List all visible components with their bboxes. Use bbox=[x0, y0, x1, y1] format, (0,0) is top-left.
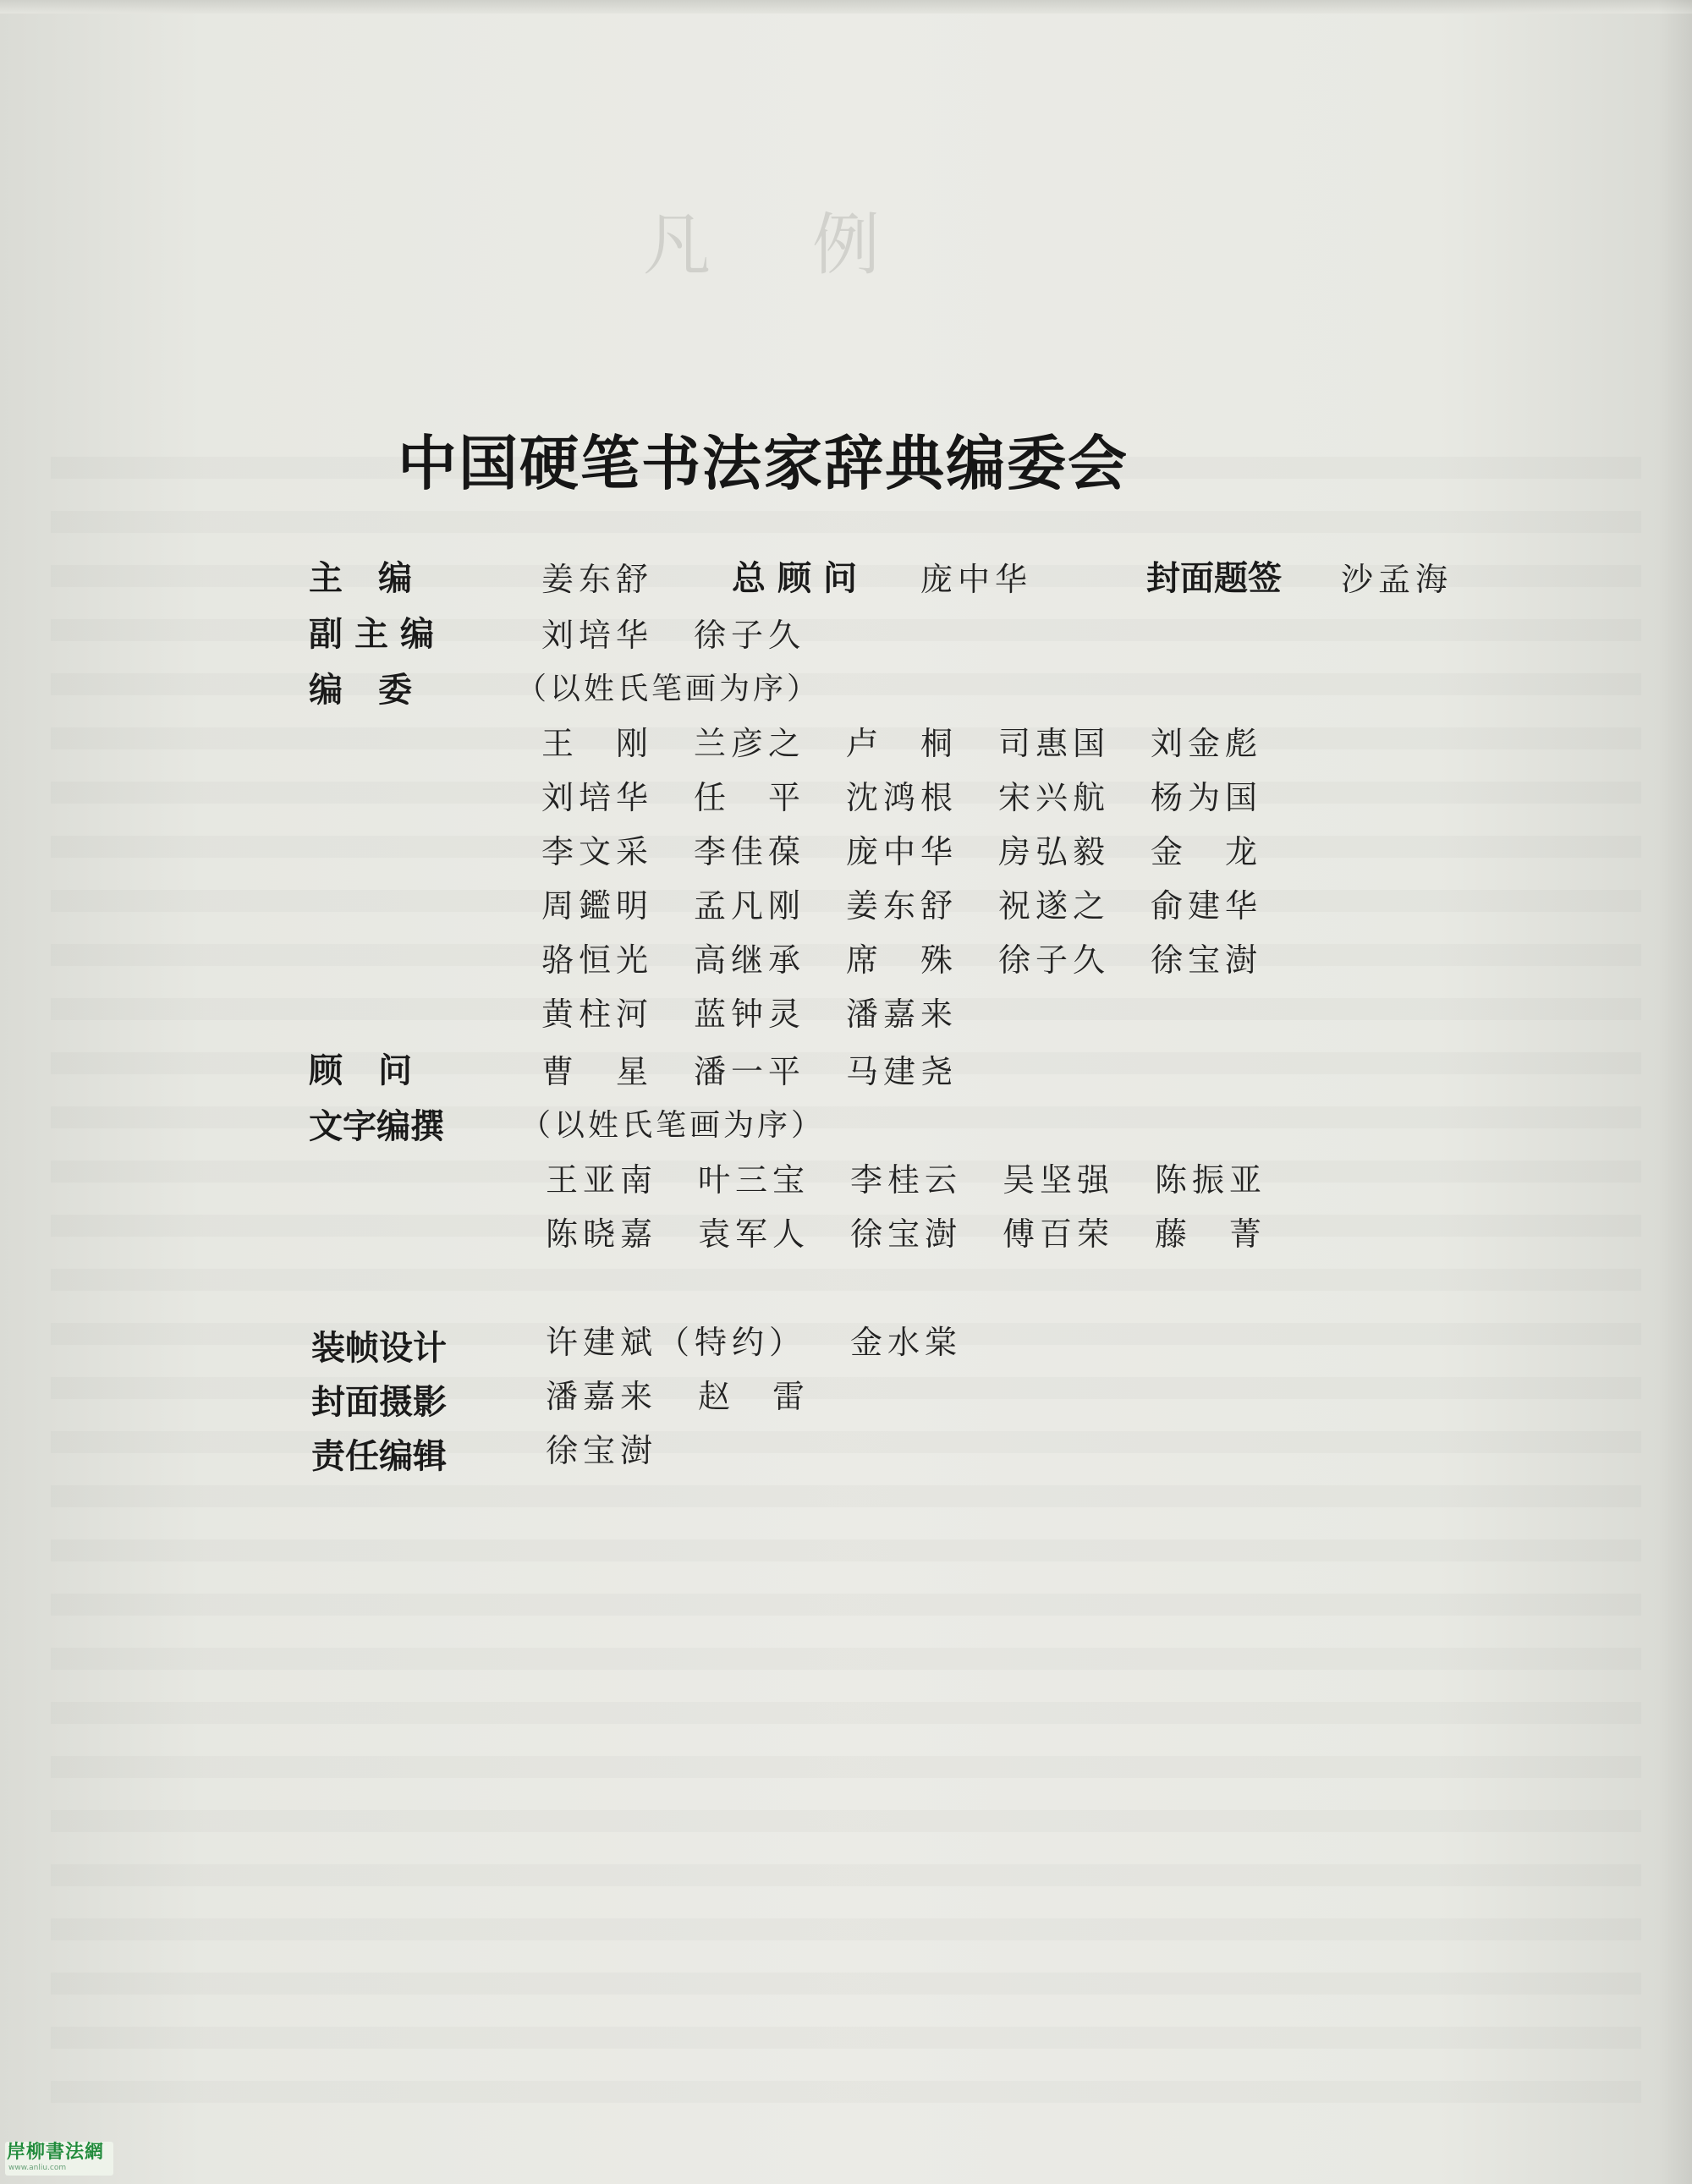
name-deputy-1: 刘培华 bbox=[541, 617, 654, 654]
page-top-edge bbox=[0, 0, 1692, 14]
label-committee: 编委 bbox=[309, 671, 448, 710]
committee-name: 宋兴航 bbox=[998, 779, 1111, 816]
writer-name: 叶三宝 bbox=[698, 1161, 810, 1199]
name-adviser-1: 曹 星 bbox=[541, 1053, 654, 1090]
label-deputy-chief-editor: 副主编 bbox=[309, 615, 446, 654]
committee-name: 周鑑明 bbox=[541, 887, 654, 925]
writer-name: 王亚南 bbox=[546, 1161, 658, 1199]
site-watermark bbox=[5, 2142, 113, 2176]
name-binding-designer-1: 许建斌（特约） bbox=[546, 1324, 807, 1361]
committee-name: 席 殊 bbox=[846, 941, 959, 979]
committee-name: 司惠国 bbox=[998, 725, 1111, 762]
committee-name: 高继承 bbox=[694, 941, 806, 979]
name-cover-photographer-2: 赵 雷 bbox=[698, 1378, 810, 1415]
watermark-text: 岸柳書法網 bbox=[7, 2142, 105, 2163]
writer-name: 陈晓嘉 bbox=[546, 1215, 658, 1253]
committee-order-note: （以姓氏笔画为序） bbox=[516, 672, 821, 706]
label-chief-editor: 主编 bbox=[309, 559, 448, 598]
committee-name: 刘培华 bbox=[541, 779, 654, 816]
label-general-adviser: 总顾问 bbox=[732, 559, 869, 598]
committee-name: 李文采 bbox=[541, 833, 654, 870]
label-binding-design: 装帧设计 bbox=[311, 1329, 447, 1368]
name-binding-designer-2: 金水棠 bbox=[850, 1324, 963, 1361]
committee-name: 徐宝澍 bbox=[1151, 941, 1263, 979]
committee-name: 卢 桐 bbox=[846, 725, 959, 762]
writer-name: 吴坚强 bbox=[1003, 1161, 1115, 1199]
name-cover-photographer-1: 潘嘉来 bbox=[546, 1378, 658, 1415]
committee-name: 任 平 bbox=[694, 779, 806, 816]
page-right-shadow bbox=[1658, 0, 1692, 2184]
committee-name: 杨为国 bbox=[1151, 779, 1263, 816]
committee-name: 庞中华 bbox=[846, 833, 959, 870]
name-adviser-3: 马建尧 bbox=[846, 1053, 959, 1090]
text-writers-order-note: （以姓氏笔画为序） bbox=[520, 1108, 826, 1143]
name-cover-inscription: 沙孟海 bbox=[1341, 561, 1453, 598]
committee-name: 孟凡刚 bbox=[694, 887, 806, 925]
page-title: 中国硬笔书法家辞典编委会 bbox=[398, 429, 1129, 498]
committee-name: 王 刚 bbox=[541, 725, 654, 762]
committee-name: 骆恒光 bbox=[541, 941, 654, 979]
name-general-adviser: 庞中华 bbox=[920, 561, 1033, 598]
writer-name: 陈振亚 bbox=[1155, 1161, 1267, 1199]
show-through-text bbox=[51, 457, 1641, 2115]
committee-name: 李佳葆 bbox=[694, 833, 806, 870]
label-cover-photography: 封面摄影 bbox=[311, 1383, 447, 1422]
label-text-writers: 文字编撰 bbox=[309, 1107, 444, 1146]
committee-name: 姜东舒 bbox=[846, 887, 959, 925]
committee-name: 金 龙 bbox=[1151, 833, 1263, 870]
committee-name: 潘嘉来 bbox=[846, 996, 959, 1033]
committee-name: 黄柱河 bbox=[541, 996, 654, 1033]
name-deputy-2: 徐子久 bbox=[694, 617, 806, 654]
label-cover-inscription: 封面题签 bbox=[1146, 559, 1282, 598]
name-chief-editor: 姜东舒 bbox=[541, 561, 654, 598]
writer-name: 傅百荣 bbox=[1003, 1215, 1115, 1253]
name-responsible-editor: 徐宝澍 bbox=[546, 1432, 658, 1469]
writer-name: 徐宝澍 bbox=[850, 1215, 963, 1253]
writer-name: 李桂云 bbox=[850, 1161, 963, 1199]
committee-name: 祝遂之 bbox=[998, 887, 1111, 925]
committee-name: 刘金彪 bbox=[1151, 725, 1263, 762]
name-adviser-2: 潘一平 bbox=[694, 1053, 806, 1090]
committee-name: 俞建华 bbox=[1151, 887, 1263, 925]
committee-name: 蓝钟灵 bbox=[694, 996, 806, 1033]
committee-name: 房弘毅 bbox=[998, 833, 1111, 870]
label-advisers: 顾问 bbox=[309, 1051, 448, 1090]
committee-name: 兰彦之 bbox=[694, 725, 806, 762]
writer-name: 藤 菁 bbox=[1155, 1215, 1267, 1253]
label-responsible-editor: 责任编辑 bbox=[311, 1437, 447, 1476]
writer-name: 袁军人 bbox=[698, 1215, 810, 1253]
show-through-heading: 凡例 bbox=[643, 206, 981, 284]
watermark-url: www.anliu.com bbox=[8, 2164, 67, 2172]
committee-name: 沈鸿根 bbox=[846, 779, 959, 816]
committee-name: 徐子久 bbox=[998, 941, 1111, 979]
